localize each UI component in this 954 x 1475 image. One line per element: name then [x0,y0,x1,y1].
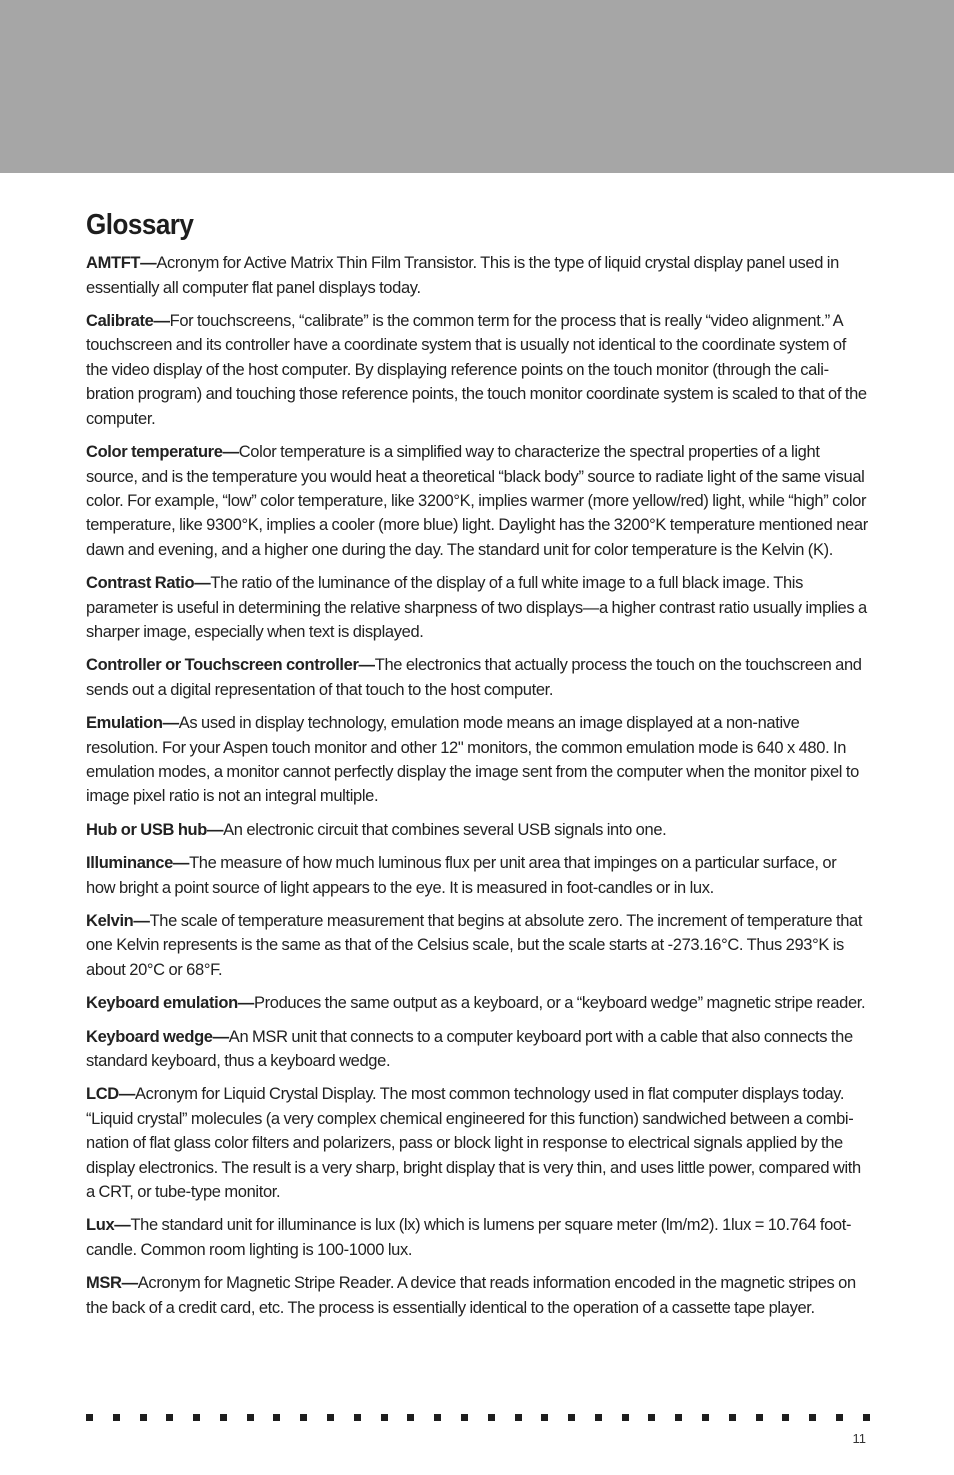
footer-dot [461,1414,468,1421]
glossary-term: MSR— [86,1274,138,1293]
glossary-term: Keyboard emulation— [86,994,254,1013]
glossary-entry-lcd [86,1082,868,1204]
glossary-entry-msr [86,1271,868,1320]
glossary-term: Illuminance— [86,854,190,873]
glossary-content [86,207,868,1329]
glossary-definition: Color temperature is a simplified way to characterize the spectral properties of a light source, and is the temperature you would heat a theoretical “black body” source to radiate light of the same visual color. For example, “low” color temperature, like 3200°K, implies warmer (more yellow/red) light, while “high” color temperature, like 9300°K, implies a cooler (more blue) light. Daylight has the 3200°K temperature mentioned near dawn and evening, and a higher one during the day. The standard unit for color temperature is the Kelvin (K). [86,443,868,559]
footer-dot [86,1414,93,1421]
footer-dot [568,1414,575,1421]
footer-dot [541,1414,548,1421]
glossary-entry-emulation [86,711,868,809]
footer-dot [434,1414,441,1421]
footer-dot [354,1414,361,1421]
glossary-definition: Acronym for Magnetic Stripe Reader. A device that reads information encoded in the magnetic stripes on the back of a credit card, etc. The process is essentially identical to the operation of a cassette tape player. [86,1274,856,1317]
glossary-definition: Acronym for Liquid Crystal Display. The most common technology used in flat computer displays today. “Liquid crystal” molecules (a very complex chemical engineered for this function) sandwiched between a combination of flat glass color filters and polarizers, pass or block light in response to electrical signals applied by the display electronics. The result is a very sharp, bright display that is very thin, and uses little power, compared with a CRT, or tube-type monitor. [86,1085,861,1202]
footer-dot [729,1414,736,1421]
footer-dot [488,1414,495,1421]
glossary-entry-color-temperature [86,440,868,562]
glossary-definition: Acronym for Active Matrix Thin Film Transistor. This is the type of liquid crystal display panel used in essentially all computer flat panel displays today. [86,254,839,297]
footer-dot [220,1414,227,1421]
glossary-entry-amtft [86,251,868,300]
glossary-entry-controller [86,653,868,702]
footer-dot [247,1414,254,1421]
footer-dot [809,1414,816,1421]
glossary-term: Kelvin— [86,912,150,930]
footer-dot [193,1414,200,1421]
glossary-definition: An electronic circuit that combines several USB signals into one. [223,820,667,839]
footer-dot [381,1414,388,1421]
footer-dot [166,1414,173,1421]
footer-dot [675,1414,682,1421]
footer-dot [327,1414,334,1421]
glossary-entry-contrast-ratio [86,571,868,644]
glossary-definition: The ratio of the luminance of the display of a full white image to a full black image. This parameter is useful in determining the relative sharpness of two displays—a higher contrast ratio usually implies a sharper image, especially when text is displayed. [86,574,867,641]
glossary-term: Lux— [86,1216,131,1235]
glossary-definition: The electronics that actually process the touch on the touchscreen and sends out a digital representation of that touch to the host computer. [86,656,862,699]
footer-dot [863,1414,870,1421]
glossary-term: LCD— [86,1085,136,1104]
glossary-term: Keyboard wedge— [86,1027,229,1046]
footer-dot-rule [86,1414,870,1422]
glossary-definition: The measure of how much luminous flux per unit area that impinges on a particular surface, or how bright a point source of light appears to the eye. It is measured in foot-candles or in lux. [86,854,837,897]
footer-dot [140,1414,147,1421]
footer-dot [113,1414,120,1421]
glossary-entry-kelvin [86,909,868,982]
footer-dot [648,1414,655,1421]
glossary-entry-illuminance [86,851,868,900]
glossary-term: AMTFT— [86,254,157,273]
glossary-definition: The scale of temperature measurement that begins at absolute zero. The increment of temperature that one Kelvin represents is the same as that of the Celsius scale, but the scale starts at -273.16°C. Thus 293°K is about 20°C or 68°F. [86,912,863,979]
footer-dot [622,1414,629,1421]
footer-dot [595,1414,602,1421]
footer-dot [515,1414,522,1421]
header-band [0,0,954,173]
glossary-entry-calibrate [86,309,868,431]
glossary-term: Emulation— [86,714,179,733]
footer-dot [836,1414,843,1421]
glossary-definition: An MSR unit that connects to a computer keyboard port with a cable that also connects the standard keyboard, thus a keyboard wedge. [86,1027,853,1071]
glossary-entry-keyboard-wedge [86,1025,868,1074]
glossary-definition: The standard unit for illuminance is lux (lx) which is lumens per square meter (lm/m2). 1lux = 10.764 foot-candle. Common room lighting is 100-1000 lux. [86,1216,852,1259]
footer-dot [407,1414,414,1421]
glossary-term: Controller or Touchscreen controller— [86,656,375,675]
glossary-definition: As used in display technology, emulation mode means an image displayed at a non-native resolution. For your Aspen touch monitor and other 12" monitors, the common emulation mode is 640 x 480. In emulation modes, a monitor cannot perfectly display the image sent from the computer when the monitor pixel to image pixel ratio is not an integral multiple. [86,714,859,806]
glossary-term: Contrast Ratio— [86,574,211,593]
glossary-definition: For touchscreens, “calibrate” is the common term for the process that is really “video alignment.” A touchscreen and its controller have a coordinate system that is usually not identical to the coordinate system of the video display of the host computer. By displaying reference points on the touch monitor (through the calibration program) and touching those reference points, the touch monitor coordinate system is scaled to that of the computer. [86,312,867,428]
page-title: Glossary [86,209,194,241]
glossary-term: Calibrate— [86,312,170,331]
glossary-term: Color temperature— [86,443,239,462]
footer-dot [756,1414,763,1421]
footer-dot [300,1414,307,1421]
glossary-entry-keyboard-emulation [86,991,868,1015]
glossary-entry-usb-hub [86,818,868,842]
footer-dot [273,1414,280,1421]
glossary-term: Hub or USB hub— [86,820,224,839]
footer-dot [782,1414,789,1421]
footer-dot [702,1414,709,1421]
glossary-entry-lux [86,1213,868,1262]
page-number: 11 [852,1431,866,1446]
glossary-definition: Produces the same output as a keyboard, or a “keyboard wedge” magnetic stripe reader. [253,994,866,1013]
